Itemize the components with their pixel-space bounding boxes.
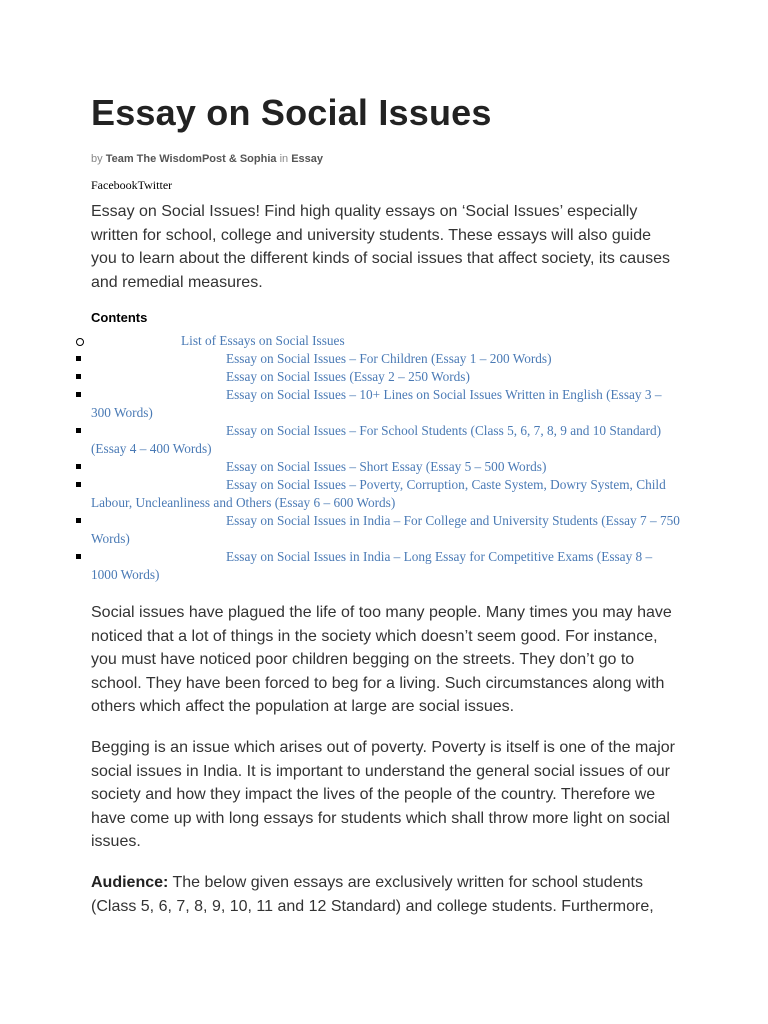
article-title: Essay on Social Issues [91, 92, 492, 133]
toc-item[interactable] [91, 332, 681, 350]
audience-text: The below given essays are exclusively written for school students (Class 5, 6, 7, 8, 9, 10, 11 and 12 Standard) and college students. Furthermore, [91, 874, 654, 915]
toc-item[interactable] [91, 548, 681, 584]
toc-link[interactable]: Essay on Social Issues – For Children (Essay 1 – 200 Words) [226, 351, 552, 366]
square-bullet-icon [76, 482, 81, 487]
square-bullet-icon [76, 464, 81, 469]
byline-in: in [279, 153, 289, 165]
toc-link[interactable]: Essay on Social Issues in India – For College and University Students (Essay 7 – 750 Words) [91, 513, 680, 546]
paragraph-begging: Begging is an issue which arises out of poverty. Poverty is itself is one of the major social issues in India. It is important to understand the general social issues of our society and how they impact the lives of the people of the country. Therefore we have come up with long essays for students which shall throw more light on social issues. [91, 739, 675, 850]
square-bullet-icon [76, 356, 81, 361]
category-link[interactable]: Essay [291, 153, 324, 165]
toc-item[interactable] [91, 458, 681, 476]
toc-item[interactable] [91, 386, 681, 422]
toc-item[interactable] [91, 422, 681, 458]
table-of-contents [91, 332, 681, 584]
contents-heading: Contents [91, 310, 148, 325]
square-bullet-icon [76, 392, 81, 397]
paragraph-social-issues: Social issues have plagued the life of too many people. Many times you may have noticed that a lot of things in the society which doesn’t seem good. For instance, you must have noticed poor children begging on the streets. They don’t go to school. They have been forced to beg for a living. Such circumstances along with others which affect the population at large are social issues. [91, 604, 672, 715]
square-bullet-icon [76, 428, 81, 433]
toc-item[interactable] [91, 350, 681, 368]
audience-label: Audience: [91, 874, 169, 891]
toc-item[interactable] [91, 476, 681, 512]
intro-paragraph: Essay on Social Issues! Find high quality essays on ‘Social Issues’ especially written for school, college and university students. These essays will also guide you to learn about the different kinds of social issues that affect society, its causes and remedial measures. [91, 203, 670, 291]
toc-link[interactable]: Essay on Social Issues (Essay 2 – 250 Words) [226, 369, 470, 384]
toc-item[interactable] [91, 368, 681, 386]
byline-prefix: by [91, 153, 103, 165]
author-link[interactable]: Team The WisdomPost & Sophia [105, 153, 277, 165]
toc-link[interactable]: Essay on Social Issues – Poverty, Corruption, Caste System, Dowry System, Child Labour, Uncleanliness and Others (Essay 6 – 600 Words) [91, 477, 666, 510]
square-bullet-icon [76, 518, 81, 523]
share-links[interactable]: FacebookTwitter [91, 178, 173, 192]
byline [91, 153, 323, 165]
paragraph-audience [91, 871, 681, 918]
toc-link[interactable]: Essay on Social Issues – 10+ Lines on Social Issues Written in English (Essay 3 – 300 Words) [91, 387, 662, 420]
toc-link[interactable]: List of Essays on Social Issues [181, 333, 345, 348]
square-bullet-icon [76, 374, 81, 379]
square-bullet-icon [76, 554, 81, 559]
toc-link[interactable]: Essay on Social Issues in India – Long Essay for Competitive Exams (Essay 8 – 1000 Words) [91, 549, 653, 582]
circle-bullet-icon [76, 338, 84, 346]
toc-link[interactable]: Essay on Social Issues – Short Essay (Essay 5 – 500 Words) [226, 459, 547, 474]
toc-link[interactable]: Essay on Social Issues – For School Students (Class 5, 6, 7, 8, 9 and 10 Standard) (Essay 4 – 400 Words) [91, 423, 662, 456]
toc-item[interactable] [91, 512, 681, 548]
